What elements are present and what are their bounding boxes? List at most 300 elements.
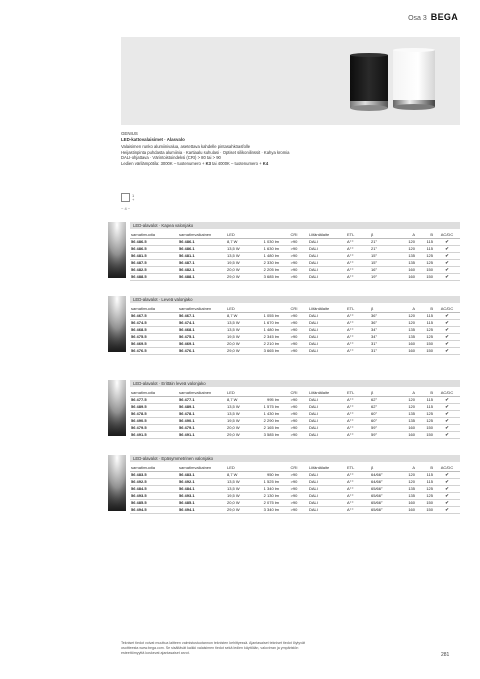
table-cell: >90 (280, 273, 308, 280)
table-cell: 150 (416, 431, 434, 438)
column-header: ETL (346, 465, 370, 471)
table-cell: 115 (416, 403, 434, 410)
check-icon: ✔ (434, 396, 460, 403)
table-cell: 56 494.5 (130, 506, 178, 513)
certification-symbols (121, 193, 139, 215)
table-cell: 56 491.1 (178, 431, 226, 438)
table-cell: 3 340 lm (250, 506, 280, 513)
column-header: β (370, 232, 394, 238)
description-line: Valaisimen runko alumiinivalua, asetettava kahdelle pintasahköasfolle (121, 144, 251, 150)
table-cell: 56 479.1 (178, 424, 226, 431)
table-cell: DALI (308, 492, 346, 499)
table-cell: A⁺⁺ (346, 478, 370, 485)
table-cell: 20,0 W (226, 340, 250, 347)
table-cell: A⁺⁺ (346, 347, 370, 354)
table-cell: 56 481.1 (178, 252, 226, 259)
table-cell: 56 488.5 (130, 273, 178, 280)
column-header: Liitäntälaite (308, 465, 346, 471)
table-cell: 115 (416, 238, 434, 245)
table-cell: 56 467.1 (178, 312, 226, 319)
table-cell: 13,5 W (226, 245, 250, 252)
column-header: β (370, 306, 394, 312)
table-row (130, 312, 460, 319)
table-cell: 56 487.1 (178, 259, 226, 266)
column-header: sarnatimuotia (130, 306, 178, 312)
table-cell: 56 492.1 (178, 478, 226, 485)
check-icon: ✔ (434, 417, 460, 424)
table-row (130, 431, 460, 438)
table-cell: 34° (370, 326, 394, 333)
product-table (130, 390, 460, 439)
table-row (130, 485, 460, 492)
table-cell: 135 (394, 492, 416, 499)
table-cell: DALI (308, 431, 346, 438)
table-row (130, 506, 460, 513)
color-temperature-note: Ledien värilämpötila: 3000K – tuotenumero + K3 tai 4000K – tuotenumero + K4 (121, 160, 269, 166)
column-header: sarnatimuotia (130, 465, 178, 471)
column-header: A (394, 390, 416, 396)
table-cell: >90 (280, 506, 308, 513)
section-title: LED-alavalot · Erittäin leveä valonjako (130, 380, 460, 387)
column-header: B (416, 306, 434, 312)
white-downlight-image (391, 48, 437, 114)
column-header: B (416, 390, 434, 396)
table-cell: A⁺⁺ (346, 506, 370, 513)
table-cell: 56 489.5 (130, 403, 178, 410)
table-cell: DALI (308, 259, 346, 266)
table-cell: 115 (416, 312, 434, 319)
column-header: sarnatimvaikainen (178, 232, 226, 238)
black-downlight-image (348, 53, 390, 115)
table-row (130, 259, 460, 266)
section-title: LED-alavalot · Leveä valonjako (130, 296, 460, 303)
table-cell: 1 340 lm (250, 485, 280, 492)
table-cell: 56 476.5 (130, 347, 178, 354)
light-distribution-image (108, 380, 126, 436)
table-cell: 135 (394, 485, 416, 492)
table-cell: 56 474.1 (178, 319, 226, 326)
table-cell: DALI (308, 485, 346, 492)
table-cell: >90 (280, 485, 308, 492)
table-cell: 56 475.1 (178, 333, 226, 340)
table-cell: 1 480 lm (250, 252, 280, 259)
table-cell: >90 (280, 347, 308, 354)
table-cell: 1 430 lm (250, 410, 280, 417)
check-icon: ✔ (434, 312, 460, 319)
product-title: LED-kattovalaisimet · Alasvalo (121, 136, 185, 142)
table-cell: >90 (280, 252, 308, 259)
table-row (130, 245, 460, 252)
column-header: sarnatimuotia (130, 390, 178, 396)
check-icon: ✔ (434, 340, 460, 347)
table-cell: A⁺⁺ (346, 319, 370, 326)
table-cell: 1 670 lm (250, 319, 280, 326)
product-description (121, 131, 451, 167)
table-cell: 56 486.5 (130, 245, 178, 252)
table-cell: 150 (416, 499, 434, 506)
light-distribution-image (108, 455, 126, 511)
table-cell: A⁺⁺ (346, 396, 370, 403)
table-cell: 120 (394, 312, 416, 319)
table-cell: 150 (416, 266, 434, 273)
table-cell: DALI (308, 333, 346, 340)
table-cell: 2 075 lm (250, 499, 280, 506)
table-cell: 59° (370, 424, 394, 431)
table-cell: 8,7 W (226, 312, 250, 319)
column-header: Liitäntälaite (308, 390, 346, 396)
column-header: A (394, 306, 416, 312)
table-cell: A⁺⁺ (346, 471, 370, 478)
table-cell: A⁺⁺ (346, 252, 370, 259)
table-cell: DALI (308, 471, 346, 478)
column-header: CRI (280, 306, 308, 312)
table-cell: 56 482.1 (178, 266, 226, 273)
table-cell: 2 165 lm (250, 424, 280, 431)
table-row (130, 252, 460, 259)
table-cell: A⁺⁺ (346, 403, 370, 410)
table-row (130, 499, 460, 506)
table-cell: 56 486.5 (130, 238, 178, 245)
table-cell: A⁺⁺ (346, 417, 370, 424)
check-icon: ✔ (434, 245, 460, 252)
table-cell: DALI (308, 403, 346, 410)
table-cell: 19,5 W (226, 333, 250, 340)
description-line: Heijastinpinta puhdasta alumiinia · Kartiaalu suhulasi · Optiset silikonilinssit · Kahya kromia (121, 149, 290, 155)
table-cell: 20,0 W (226, 499, 250, 506)
table-cell: A⁺⁺ (346, 245, 370, 252)
table-cell: 2 290 lm (250, 417, 280, 424)
table-cell: 160 (394, 506, 416, 513)
light-distribution-image (108, 296, 126, 352)
table-cell: 120 (394, 245, 416, 252)
table-cell: 56 488.1 (178, 273, 226, 280)
table-cell: DALI (308, 506, 346, 513)
check-icon: ✔ (434, 410, 460, 417)
symbol-label: 1 (132, 193, 135, 198)
table-cell: 29,0 W (226, 506, 250, 513)
table-cell: 29,0 W (226, 431, 250, 438)
table-cell: 160 (394, 340, 416, 347)
section-label: Osa 3 (408, 15, 427, 22)
table-cell: 56 489.1 (178, 403, 226, 410)
check-icon: ✔ (434, 319, 460, 326)
page-header (408, 12, 458, 22)
table-row (130, 410, 460, 417)
column-header: LED (226, 232, 250, 238)
table-cell: 56 478.1 (178, 410, 226, 417)
column-header: AC/DC (434, 390, 460, 396)
table-cell: 56 467.5 (130, 312, 178, 319)
symbol-label: ~ 4 ~ (121, 206, 131, 211)
table-cell: 135 (394, 326, 416, 333)
product-table (130, 306, 460, 355)
table-cell: >90 (280, 424, 308, 431)
table-cell: 19,5 W (226, 417, 250, 424)
column-header: AC/DC (434, 306, 460, 312)
table-cell: 19° (370, 273, 394, 280)
check-icon: ✔ (434, 266, 460, 273)
table-cell: 56 487.5 (130, 259, 178, 266)
column-header: Liitäntälaite (308, 306, 346, 312)
table-cell: DALI (308, 340, 346, 347)
table-cell: >90 (280, 403, 308, 410)
table-cell: >90 (280, 431, 308, 438)
table-cell: A⁺⁺ (346, 499, 370, 506)
column-header: ETL (346, 306, 370, 312)
table-cell: 56 492.5 (130, 478, 178, 485)
table-cell: 15° (370, 252, 394, 259)
table-cell: A⁺⁺ (346, 326, 370, 333)
table-cell: 2 210 lm (250, 340, 280, 347)
table-cell: 13,5 W (226, 319, 250, 326)
table-cell: 29,0 W (226, 273, 250, 280)
table-cell: 2 345 lm (250, 333, 280, 340)
table-cell: A⁺⁺ (346, 273, 370, 280)
table-cell: DALI (308, 410, 346, 417)
description-line: DALI-ohjattava · Värintoistoindeksi (CRI) > 80 tai > 90 (121, 155, 221, 161)
table-cell: >90 (280, 471, 308, 478)
table-cell: >90 (280, 340, 308, 347)
table-cell: 150 (416, 506, 434, 513)
table-cell: 21° (370, 238, 394, 245)
column-header: ETL (346, 232, 370, 238)
table-cell: >90 (280, 319, 308, 326)
table-cell: 125 (416, 492, 434, 499)
column-header: LED (226, 306, 250, 312)
table-cell: A⁺⁺ (346, 238, 370, 245)
table-cell: 56 486.1 (178, 245, 226, 252)
table-row (130, 396, 460, 403)
table-cell: >90 (280, 259, 308, 266)
table-cell: A⁺⁺ (346, 312, 370, 319)
table-cell: >90 (280, 410, 308, 417)
product-table (130, 232, 460, 281)
table-row (130, 478, 460, 485)
column-header: ETL (346, 390, 370, 396)
table-row (130, 273, 460, 280)
check-icon: ✔ (434, 252, 460, 259)
table-cell: 56 482.5 (130, 266, 178, 273)
check-icon: ✔ (434, 492, 460, 499)
table-cell: 950 lm (250, 471, 280, 478)
table-cell: 56 493.5 (130, 492, 178, 499)
table-cell: 13,5 W (226, 485, 250, 492)
table-cell: 125 (416, 417, 434, 424)
column-header: sarnatimvaikainen (178, 306, 226, 312)
column-header: AC/DC (434, 465, 460, 471)
column-header: sarnatimvaikainen (178, 390, 226, 396)
table-cell: DALI (308, 238, 346, 245)
table-cell: 20,0 W (226, 424, 250, 431)
table-cell: 115 (416, 319, 434, 326)
table-row (130, 347, 460, 354)
table-cell: 59° (370, 431, 394, 438)
check-icon: ✔ (434, 478, 460, 485)
table-cell: 64/66° (370, 471, 394, 478)
check-icon: ✔ (434, 403, 460, 410)
table-cell: DALI (308, 424, 346, 431)
table-cell: DALI (308, 273, 346, 280)
table-cell: 115 (416, 396, 434, 403)
table-cell: 65/66° (370, 506, 394, 513)
table-cell: A⁺⁺ (346, 266, 370, 273)
table-cell: >90 (280, 245, 308, 252)
table-cell: >90 (280, 266, 308, 273)
table-cell: 56 475.5 (130, 333, 178, 340)
table-row (130, 424, 460, 431)
table-cell: >90 (280, 492, 308, 499)
protection-class-icon (121, 193, 130, 202)
table-cell: 56 494.1 (178, 506, 226, 513)
table-cell: 8,7 W (226, 396, 250, 403)
table-cell: 56 485.1 (178, 499, 226, 506)
table-cell: 56 477.5 (130, 396, 178, 403)
table-cell: 13,5 W (226, 410, 250, 417)
table-cell: 125 (416, 252, 434, 259)
table-cell: 150 (416, 424, 434, 431)
table-cell: 56 478.5 (130, 410, 178, 417)
table-cell: 150 (416, 273, 434, 280)
table-cell: 29,0 W (226, 347, 250, 354)
column-header: CRI (280, 390, 308, 396)
table-cell: 56 468.5 (130, 326, 178, 333)
table-cell: 56 486.1 (178, 238, 226, 245)
table-cell: DALI (308, 245, 346, 252)
brand-logo: BEGA (430, 12, 458, 22)
table-cell: 125 (416, 259, 434, 266)
table-row (130, 340, 460, 347)
table-cell: 115 (416, 478, 434, 485)
column-header: β (370, 390, 394, 396)
table-cell: 3 685 lm (250, 273, 280, 280)
table-cell: >90 (280, 238, 308, 245)
table-cell: A⁺⁺ (346, 431, 370, 438)
table-cell: 2 205 lm (250, 266, 280, 273)
table-cell: DALI (308, 478, 346, 485)
table-cell: 1 630 lm (250, 245, 280, 252)
check-icon: ✔ (434, 238, 460, 245)
table-cell: 56 468.1 (178, 326, 226, 333)
check-icon: ✔ (434, 471, 460, 478)
table-cell: 56 484.5 (130, 485, 178, 492)
table-cell: A⁺⁺ (346, 259, 370, 266)
table-row (130, 403, 460, 410)
table-cell: 135 (394, 333, 416, 340)
column-header: A (394, 465, 416, 471)
table-cell: 13,5 W (226, 326, 250, 333)
table-cell: >90 (280, 478, 308, 485)
table-row (130, 238, 460, 245)
check-icon: ✔ (434, 259, 460, 266)
table-cell: 125 (416, 485, 434, 492)
table-cell: 36° (370, 319, 394, 326)
table-cell: 19,5 W (226, 492, 250, 499)
check-icon: ✔ (434, 273, 460, 280)
page-number: 281 (441, 652, 450, 658)
table-cell: 34° (370, 333, 394, 340)
table-row (130, 471, 460, 478)
table-cell: 1 480 lm (250, 326, 280, 333)
table-cell: 56 490.1 (178, 417, 226, 424)
column-header: Liitäntälaite (308, 232, 346, 238)
table-cell: 125 (416, 333, 434, 340)
table-cell: 56 469.5 (130, 340, 178, 347)
table-cell: DALI (308, 396, 346, 403)
table-cell: 15° (370, 259, 394, 266)
table-cell: >90 (280, 326, 308, 333)
table-cell: 21° (370, 245, 394, 252)
table-cell: DALI (308, 326, 346, 333)
check-icon: ✔ (434, 431, 460, 438)
table-cell: 150 (416, 347, 434, 354)
table-cell: DALI (308, 417, 346, 424)
table-cell: A⁺⁺ (346, 485, 370, 492)
table-cell: 1 575 lm (250, 403, 280, 410)
table-cell: DALI (308, 312, 346, 319)
table-cell: 65/66° (370, 492, 394, 499)
table-cell: 65/66° (370, 485, 394, 492)
table-cell: A⁺⁺ (346, 492, 370, 499)
table-cell: 56 491.5 (130, 431, 178, 438)
table-cell: 160 (394, 273, 416, 280)
table-cell: 60° (370, 417, 394, 424)
table-cell: 56 484.1 (178, 485, 226, 492)
table-row (130, 492, 460, 499)
column-header: B (416, 465, 434, 471)
table-cell: 3 585 lm (250, 431, 280, 438)
table-cell: A⁺⁺ (346, 333, 370, 340)
table-cell: 160 (394, 499, 416, 506)
table-cell: 60° (370, 410, 394, 417)
table-cell: 56 493.1 (178, 492, 226, 499)
table-cell: 13,5 W (226, 403, 250, 410)
table-cell: 56 479.5 (130, 424, 178, 431)
table-cell: 120 (394, 396, 416, 403)
column-header: β (370, 465, 394, 471)
check-icon: ✔ (434, 485, 460, 492)
table-cell: 2 130 lm (250, 492, 280, 499)
table-cell: 62° (370, 403, 394, 410)
column-header: sarnatimvaikainen (178, 465, 226, 471)
column-header: A (394, 232, 416, 238)
table-cell: 150 (416, 340, 434, 347)
table-cell: 115 (416, 245, 434, 252)
table-cell: 56 476.1 (178, 347, 226, 354)
product-image (121, 37, 460, 125)
column-header: LED (226, 390, 250, 396)
column-header: LED (226, 465, 250, 471)
table-cell: 125 (416, 410, 434, 417)
footer-note: Tekniset tiedot voivat muuttua laitteen valmistustuotannon teknisten kehittyessä. Ajantasaiset tekniset tiedot löytyvät osoitteesta www.bega.com. Se sisältävät kaikki valaisimen tiedot sekä ledien käyttöiän, valovirran ja ympäristön esteettömyyttä koskevat ajantasaiset arvot. (121, 641, 305, 655)
table-cell: >90 (280, 312, 308, 319)
table-cell: 1 030 lm (250, 238, 280, 245)
table-cell: >90 (280, 396, 308, 403)
column-header: sarnatimuotia (130, 232, 178, 238)
table-cell: 31° (370, 347, 394, 354)
table-cell: A⁺⁺ (346, 340, 370, 347)
table-cell: 120 (394, 471, 416, 478)
table-row (130, 333, 460, 340)
table-cell: 120 (394, 478, 416, 485)
table-cell: 56 490.5 (130, 417, 178, 424)
table-cell: 160 (394, 266, 416, 273)
table-cell: 1 525 lm (250, 478, 280, 485)
table-cell: 160 (394, 347, 416, 354)
table-cell: 135 (394, 417, 416, 424)
table-cell: >90 (280, 333, 308, 340)
table-cell: 135 (394, 259, 416, 266)
table-cell: A⁺⁺ (346, 424, 370, 431)
